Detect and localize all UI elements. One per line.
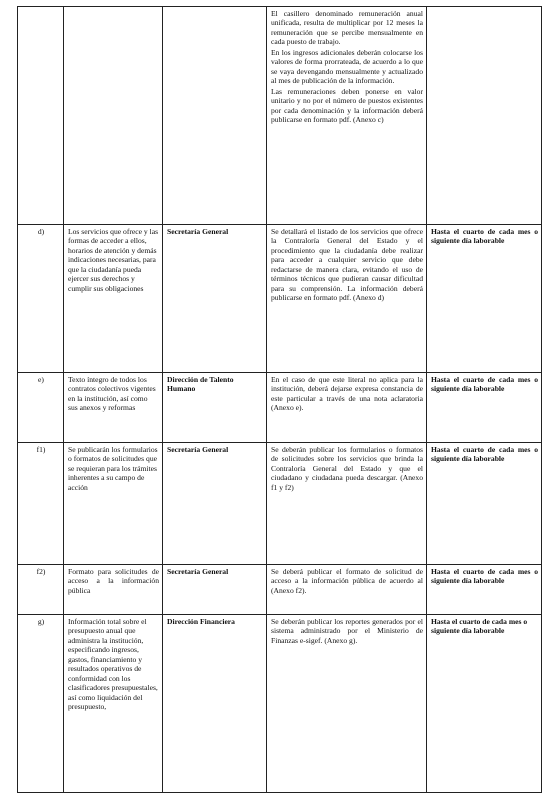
detail-cell xyxy=(267,225,427,373)
table-row xyxy=(18,225,542,373)
item-code-cell: d) xyxy=(18,225,64,373)
detail-cell xyxy=(267,443,427,565)
item-code-cell: e) xyxy=(18,373,64,443)
item-description-cell xyxy=(64,7,163,225)
item-code-cell: f1) xyxy=(18,443,64,565)
deadline-cell xyxy=(427,7,542,225)
deadline-cell: Hasta el cuarto de cada mes o siguiente día laborable xyxy=(427,225,542,373)
table-row xyxy=(18,565,542,615)
item-code-cell: f2) xyxy=(18,565,64,615)
table-row xyxy=(18,373,542,443)
responsible-unit-cell: Dirección Financiera xyxy=(163,615,267,793)
deadline-cell: Hasta el cuarto de cada mes o siguiente día laborable xyxy=(427,443,542,565)
responsible-unit-cell: Dirección de Talento Humano xyxy=(163,373,267,443)
detail-cell xyxy=(267,373,427,443)
detail-paragraph: Se detallará el listado de los servicios que ofrece la Contraloría General del Estado y el procedimiento que la ciudadanía debe realizar para acceder a cualquier servicio que debe redactarse de manera clara, evitando el uso de términos técnicos que pudieran causar dificultad para su comprensión. La información deberá publicarse en formato pdf. (Anexo d) xyxy=(271,227,423,303)
detail-paragraph: En los ingresos adicionales deberán colocarse los valores de forma prorrateada, de acuerdo a lo que se vaya devengando mensualmente y actualizado al mes de publicación de la información. xyxy=(271,47,423,86)
detail-cell xyxy=(267,7,427,225)
responsible-unit-cell: Secretaría General xyxy=(163,565,267,615)
responsible-unit-cell xyxy=(163,7,267,225)
table-row xyxy=(18,615,542,793)
detail-paragraph: Se deberán publicar los reportes generados por el sistema administrado por el Ministerio de Finanzas e-sigef. (Anexo g). xyxy=(271,617,423,645)
detail-paragraph: Las remuneraciones deben ponerse en valor unitario y no por el número de puestos existentes por cada denominación y la información deberá publicarse en formato pdf. (Anexo c) xyxy=(271,86,423,124)
deadline-cell: Hasta el cuarto de cada mes o siguiente día laborable xyxy=(427,373,542,443)
item-description-cell: Se publicarán los formularios o formatos de solicitudes que se requieran para los trámites inherentes a su campo de acción xyxy=(64,443,163,565)
detail-paragraph: En el caso de que este literal no aplica para la institución, deberá dejarse expresa constancia de este particular a través de una nota aclaratoria (Anexo e). xyxy=(271,375,423,413)
deadline-cell: Hasta el cuarto de cada mes o siguiente día laborable xyxy=(427,565,542,615)
item-description-cell: Texto íntegro de todos los contratos colectivos vigentes en la institución, así como sus anexos y reformas xyxy=(64,373,163,443)
item-description-cell: Información total sobre el presupuesto anual que administra la institución, especificando ingresos, gastos, financiamiento y resultados operativos de conformidad con los clasificadores presupuestales, así como liquidación del presupuesto, xyxy=(64,615,163,793)
item-code-cell xyxy=(18,7,64,225)
detail-cell xyxy=(267,565,427,615)
item-description-cell: Los servicios que ofrece y las formas de acceder a ellos, horarios de atención y demás indicaciones necesarias, para que la ciudadanía pueda ejercer sus derechos y cumplir sus obligaciones xyxy=(64,225,163,373)
table-row xyxy=(18,443,542,565)
detail-paragraph: Se deberán publicar los formularios o formatos de solicitudes sobre los servicios que brinda la Contraloría General del Estado y que el ciudadano y ciudadana pueda descargar. (Anexo f1 y f2) xyxy=(271,445,423,492)
item-code-cell: g) xyxy=(18,615,64,793)
item-description-cell: Formato para solicitudes de acceso a la información pública xyxy=(64,565,163,615)
transparency-table xyxy=(17,6,542,793)
detail-paragraph: Se deberá publicar el formato de solicitud de acceso a la información pública de acuerdo al (Anexo f2). xyxy=(271,567,423,595)
responsible-unit-cell: Secretaría General xyxy=(163,443,267,565)
detail-paragraph: El casillero denominado remuneración anual unificada, resulta de multiplicar por 12 meses la remuneración que se percibe mensualmente en cada puesto de trabajo. xyxy=(271,9,423,47)
detail-cell xyxy=(267,615,427,793)
table-row xyxy=(18,7,542,225)
deadline-cell: Hasta el cuarto de cada mes o siguiente día laborable xyxy=(427,615,542,793)
responsible-unit-cell: Secretaría General xyxy=(163,225,267,373)
